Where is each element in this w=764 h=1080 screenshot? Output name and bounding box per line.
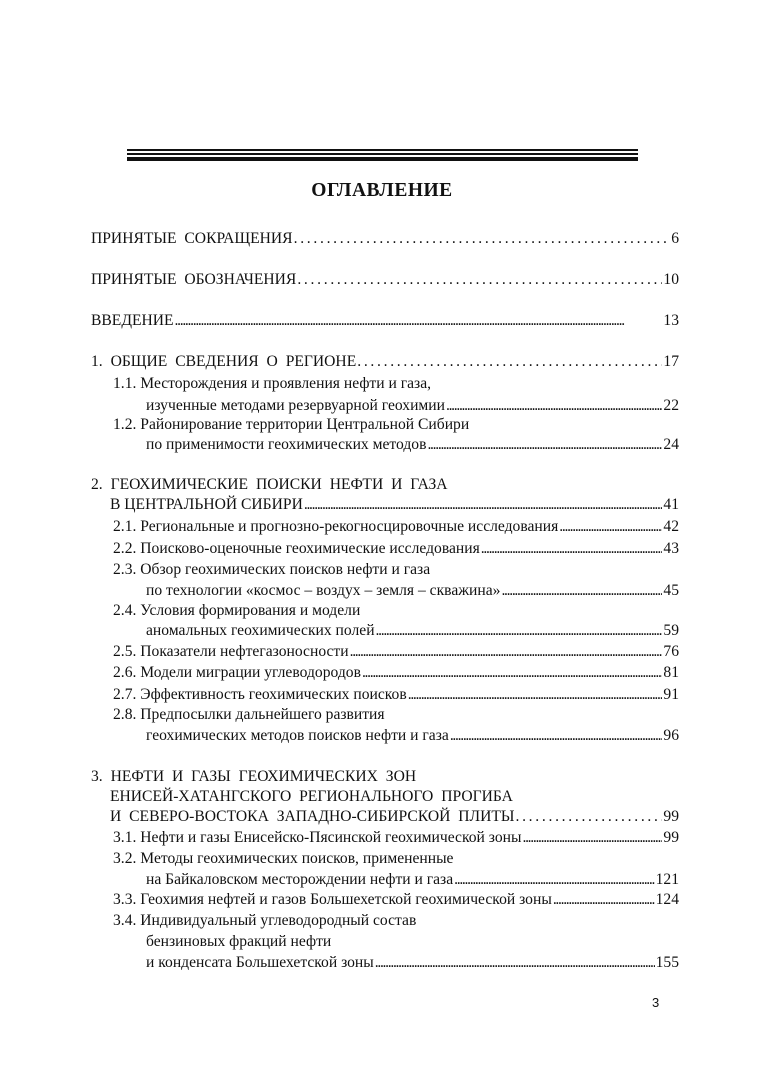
toc-entry-3-4-line2[interactable]: бензиновых фракций нефти xyxy=(146,933,332,950)
toc-entry-3-3[interactable]: 3.3. Геохимия нефтей и газов Большехетской геохимической зоны . . . 124 xyxy=(113,889,679,911)
toc-entry-chapter-3-line3[interactable]: И СЕВЕРО-ВОСТОКА ЗАПАДНО-СИБИРСКОЙ ПЛИТЫ . . . 99 xyxy=(110,806,679,828)
dot-leader xyxy=(515,806,662,828)
dot-leader xyxy=(350,641,663,663)
dot-leader xyxy=(297,269,662,291)
dot-leader xyxy=(376,620,663,642)
toc-entry-2-1[interactable]: 2.1. Региональные и прогнозно-рекогносцировочные исследования . . . 42 xyxy=(113,516,679,538)
toc-entry-2-5[interactable]: 2.5. Показатели нефтегазоносности . . . 76 xyxy=(113,641,679,663)
dot-leader xyxy=(501,580,662,602)
dot-leader xyxy=(175,310,663,332)
toc-entry-2-6[interactable]: 2.6. Модели миграции углеводородов . . . 81 xyxy=(113,662,679,684)
toc-entry-chapter-2-line2[interactable]: В ЦЕНТРАЛЬНОЙ СИБИРИ . . . 41 xyxy=(110,494,679,516)
toc-entry-2-7[interactable]: 2.7. Эффективность геохимических поисков . . . 91 xyxy=(113,684,679,706)
toc-entry-3-2-line2[interactable]: на Байкаловском месторождении нефти и газа . . . 121 xyxy=(146,869,679,891)
dot-leader xyxy=(362,662,662,684)
dot-leader xyxy=(522,827,662,849)
dot-leader xyxy=(553,889,655,911)
toc-entry-chapter-3-line2[interactable]: ЕНИСЕЙ-ХАТАНГСКОГО РЕГИОНАЛЬНОГО ПРОГИБА xyxy=(110,788,513,805)
dot-leader xyxy=(357,351,662,373)
toc-entry-3-4-line1[interactable]: 3.4. Индивидуальный углеводородный состав xyxy=(113,912,417,929)
dot-leader xyxy=(454,869,654,891)
toc-entry-1-2-line1[interactable]: 1.2. Районирование территории Центральной Сибири xyxy=(113,416,470,433)
toc-entry-2-2[interactable]: 2.2. Поисково-оценочные геохимические исследования . . . 43 xyxy=(113,538,679,560)
toc-entry-3-4-line3[interactable]: и конденсата Большехетской зоны . . . 155 xyxy=(146,952,679,974)
toc-entry-chapter-2-line1[interactable]: 2. ГЕОХИМИЧЕСКИЕ ПОИСКИ НЕФТИ И ГАЗА xyxy=(91,476,448,493)
dot-leader xyxy=(408,684,663,706)
toc-entry-1-1-line2[interactable]: изученные методами резервуарной геохимии . . . 22 xyxy=(146,395,679,417)
dot-leader xyxy=(559,516,662,538)
dot-leader xyxy=(304,494,663,516)
dot-leader xyxy=(446,395,662,417)
toc-entry-2-4-line1[interactable]: 2.4. Условия формирования и модели xyxy=(113,602,361,619)
toc-entry-3-2-line1[interactable]: 3.2. Методы геохимических поисков, примененные xyxy=(113,850,454,867)
dot-leader xyxy=(481,538,663,560)
toc-entry-2-8-line2[interactable]: геохимических методов поисков нефти и газа . . . 96 xyxy=(146,725,679,747)
toc-entry-2-8-line1[interactable]: 2.8. Предпосылки дальнейшего развития xyxy=(113,706,385,723)
dot-leader xyxy=(294,228,671,250)
page-number: 3 xyxy=(652,995,660,1010)
page-title: ОГЛАВЛЕНИЕ xyxy=(311,180,453,201)
toc-entry-2-3-line1[interactable]: 2.3. Обзор геохимических поисков нефти и газа xyxy=(113,561,431,578)
dot-leader xyxy=(427,434,662,456)
toc-entry-2-4-line2[interactable]: аномальных геохимических полей . . . 59 xyxy=(146,620,679,642)
toc-entry-abbreviations[interactable]: ПРИНЯТЫЕ СОКРАЩЕНИЯ . . . 6 xyxy=(91,228,679,250)
toc-entry-chapter-1[interactable]: 1. ОБЩИЕ СВЕДЕНИЯ О РЕГИОНЕ . . . 17 xyxy=(91,351,679,373)
toc-entry-3-1[interactable]: 3.1. Нефти и газы Енисейско-Пясинской геохимической зоны . . . 99 xyxy=(113,827,679,849)
dot-leader xyxy=(450,725,663,747)
toc-entry-1-1-line1[interactable]: 1.1. Месторождения и проявления нефти и газа, xyxy=(113,375,432,392)
toc-entry-1-2-line2[interactable]: по применимости геохимических методов . . . 24 xyxy=(146,434,679,456)
toc-entry-2-3-line2[interactable]: по технологии «космос – воздух – земля – скважина» . . . 45 xyxy=(146,580,679,602)
toc-entry-chapter-3-line1[interactable]: 3. НЕФТИ И ГАЗЫ ГЕОХИМИЧЕСКИХ ЗОН xyxy=(91,768,417,785)
toc-entry-symbols[interactable]: ПРИНЯТЫЕ ОБОЗНАЧЕНИЯ . . . 10 xyxy=(91,269,679,291)
toc-entry-introduction[interactable]: ВВЕДЕНИЕ . . . 13 xyxy=(91,310,679,332)
dot-leader xyxy=(375,952,655,974)
